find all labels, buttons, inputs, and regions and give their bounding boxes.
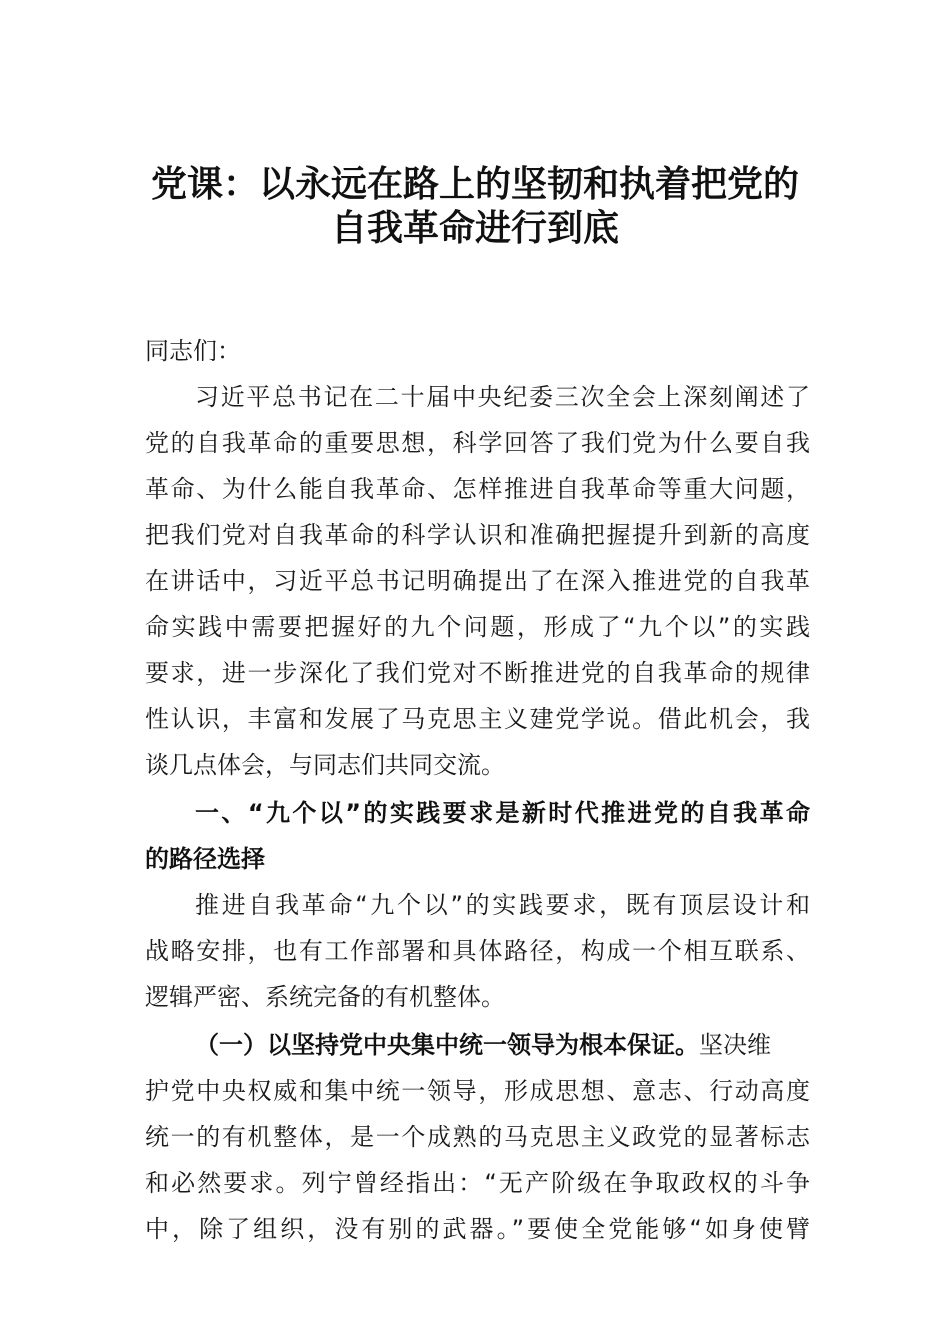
intro-line: 党的自我革命的重要思想，科学回答了我们党为什么要自我 (145, 429, 810, 457)
section-paragraph-line: 逻辑严密、系统完备的有机整体。 (145, 983, 505, 1011)
document-title-line-2: 自我革命进行到底 (330, 207, 619, 249)
subsection-first-line (195, 1022, 810, 1068)
intro-line: 性认识，丰富和发展了马克思主义建党学说。借此机会，我 (145, 705, 810, 733)
intro-line: 命实践中需要把握好的九个问题，形成了“九个以”的实践 (145, 613, 810, 641)
intro-line: 革命、为什么能自我革命、怎样推进自我革命等重大问题， (145, 475, 810, 503)
intro-line: 谈几点体会，与同志们共同交流。 (145, 751, 505, 779)
section-paragraph-line: 推进自我革命“九个以”的实践要求，既有顶层设计和 (195, 891, 810, 919)
section-heading-line: 一、“九个以”的实践要求是新时代推进党的自我革命 (195, 799, 810, 827)
intro-line: 把我们党对自我革命的科学认识和准确把握提升到新的高度 (145, 521, 810, 549)
subsection-paragraph-line: 中，除了组织，没有别的武器。”要使全党能够“如身使臂 (145, 1215, 810, 1243)
subsection-first-line-rest: 坚决维 (699, 1031, 771, 1059)
subsection-heading: （一）以坚持党中央集中统一领导为根本保证。 (195, 1031, 699, 1059)
subsection-paragraph-line: 护党中央权威和集中统一领导，形成思想、意志、行动高度 (145, 1077, 810, 1105)
intro-line: 要求，进一步深化了我们党对不断推进党的自我革命的规律 (145, 659, 810, 687)
section-paragraph-line: 战略安排，也有工作部署和具体路径，构成一个相互联系、 (145, 937, 810, 965)
intro-line: 在讲话中，习近平总书记明确提出了在深入推进党的自我革 (145, 567, 810, 595)
salutation: 同志们： (145, 337, 241, 365)
section-heading-line: 的路径选择 (145, 845, 265, 873)
subsection-paragraph-line: 统一的有机整体，是一个成熟的马克思主义政党的显著标志 (145, 1123, 810, 1151)
intro-line: 习近平总书记在二十届中央纪委三次全会上深刻阐述了 (195, 383, 810, 411)
subsection-paragraph-line: 和必然要求。列宁曾经指出：“无产阶级在争取政权的斗争 (145, 1169, 810, 1197)
document-title-line-1: 党课：以永远在路上的坚韧和执着把党的 (150, 163, 799, 205)
